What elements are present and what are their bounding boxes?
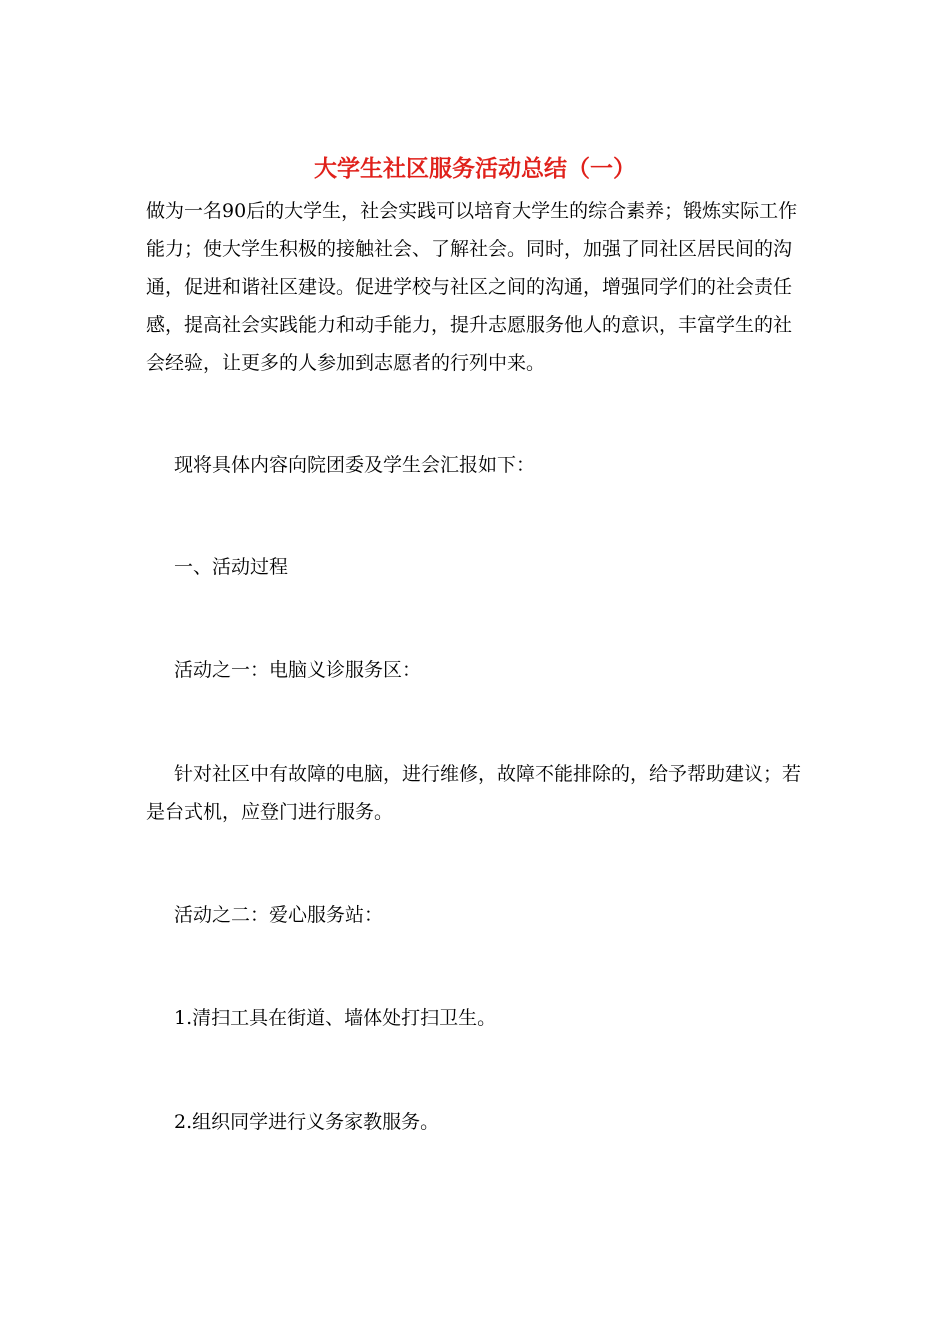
activity-one-heading: 活动之一：电脑义诊服务区： xyxy=(174,659,422,681)
list-item-cleaning: 1.清扫工具在街道、墙体处打扫卫生。 xyxy=(174,1007,497,1029)
activity-two-heading: 活动之二：爱心服务站： xyxy=(174,904,384,926)
paragraph-report: 现将具体内容向院团委及学生会汇报如下： xyxy=(174,454,536,476)
document-title: 大学生社区服务活动总结（一） xyxy=(314,155,636,182)
section-heading-activity-process: 一、活动过程 xyxy=(174,556,289,578)
paragraph-intro: 做为一名90后的大学生，社会实践可以培育大学生的综合素养；锻炼实际工作能力；使大学生积极的接触社会、了解社会。同时，加强了同社区居民间的沟通，促进和谐社区建设。促进学校与社区之间的沟通，增强同学们的社会责任感，提高社会实践能力和动手能力，提升志愿服务他人的意识，丰富学生的社会经验，让更多的人参加到志愿者的行列中来。 xyxy=(146,200,798,374)
list-item-tutoring: 2.组织同学进行义务家教服务。 xyxy=(174,1111,440,1133)
activity-one-description: 针对社区中有故障的电脑，进行维修，故障不能排除的，给予帮助建议；若是台式机，应登门进行服务。 xyxy=(146,763,802,823)
